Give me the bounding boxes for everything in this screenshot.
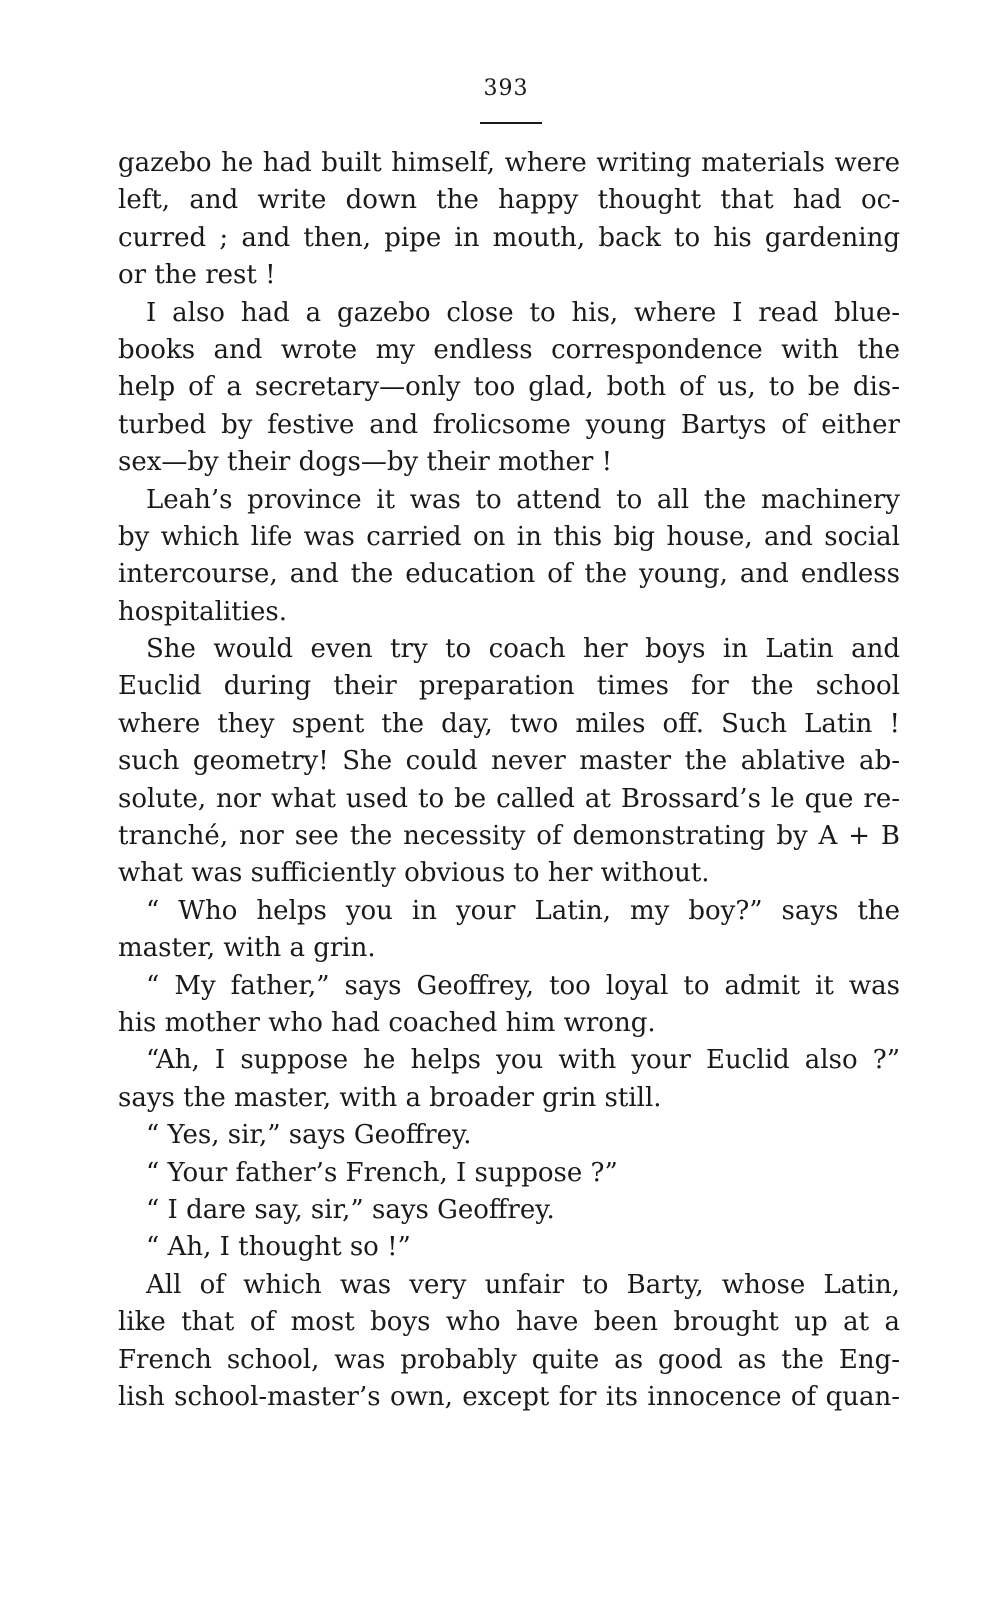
text-line: I also had a gazebo close to his, where I read blue-	[146, 297, 900, 328]
text-line: She would even try to coach her boys in Latin and	[146, 634, 900, 665]
text-line: turbed by festive and frolicsome young Bartys of either	[118, 409, 900, 440]
text-line: “Ah, I suppose he helps you with your Euclid also ?”	[146, 1045, 900, 1076]
text-line: like that of most boys who have been brought up at a	[118, 1307, 900, 1338]
text-line: All of which was very unfair to Barty, whose Latin,	[146, 1269, 900, 1300]
text-line: Euclid during their preparation times for the school	[118, 671, 900, 702]
text-line: French school, was probably quite as good as the Eng-	[118, 1344, 900, 1375]
text-line: intercourse, and the education of the young, and endless	[118, 559, 900, 590]
text-line: “ Ah, I thought so !”	[146, 1232, 411, 1263]
text-line: “ Who helps you in your Latin, my boy?” says the	[146, 895, 900, 926]
text-line: sex—by their dogs—by their mother !	[118, 447, 613, 478]
body-text	[118, 145, 900, 1416]
text-line: by which life was carried on in this big house, and social	[118, 521, 900, 552]
text-line: solute, nor what used to be called at Brossard’s le que re-	[118, 783, 900, 814]
text-line: “ I dare say, sir,” says Geoffrey.	[146, 1194, 555, 1225]
header-rule	[480, 122, 542, 124]
text-line: help of a secretary—only too glad, both of us, to be dis-	[118, 372, 900, 403]
text-line: master, with a grin.	[118, 933, 376, 964]
text-line: gazebo he had built himself, where writing materials were	[118, 148, 900, 178]
text-line: what was sufficiently obvious to her without.	[118, 858, 710, 889]
text-line: curred ; and then, pipe in mouth, back to his gardening	[118, 222, 900, 253]
text-line: his mother who had coached him wrong.	[118, 1007, 656, 1038]
text-line: “ My father,” says Geoffrey, too loyal to admit it was	[146, 970, 900, 1001]
text-line: left, and write down the happy thought that had oc-	[118, 185, 900, 216]
page-number: 393	[483, 76, 529, 101]
text-line: or the rest !	[118, 260, 276, 291]
text-line: Leah’s province it was to attend to all the machinery	[146, 484, 900, 515]
text-line: tranché, nor see the necessity of demonstrating by A + B	[118, 821, 900, 852]
text-line: “ Your father’s French, I suppose ?”	[146, 1157, 618, 1188]
text-line: lish school-master’s own, except for its innocence of quan-	[118, 1381, 900, 1412]
text-line: “ Yes, sir,” says Geoffrey.	[146, 1120, 472, 1151]
text-line: hospitalities.	[118, 596, 288, 627]
text-line: books and wrote my endless correspondence with the	[118, 334, 900, 365]
text-line: such geometry! She could never master the ablative ab-	[118, 746, 900, 777]
text-line: where they spent the day, two miles off. Such Latin !	[118, 708, 900, 739]
text-line: says the master, with a broader grin still.	[118, 1082, 662, 1113]
